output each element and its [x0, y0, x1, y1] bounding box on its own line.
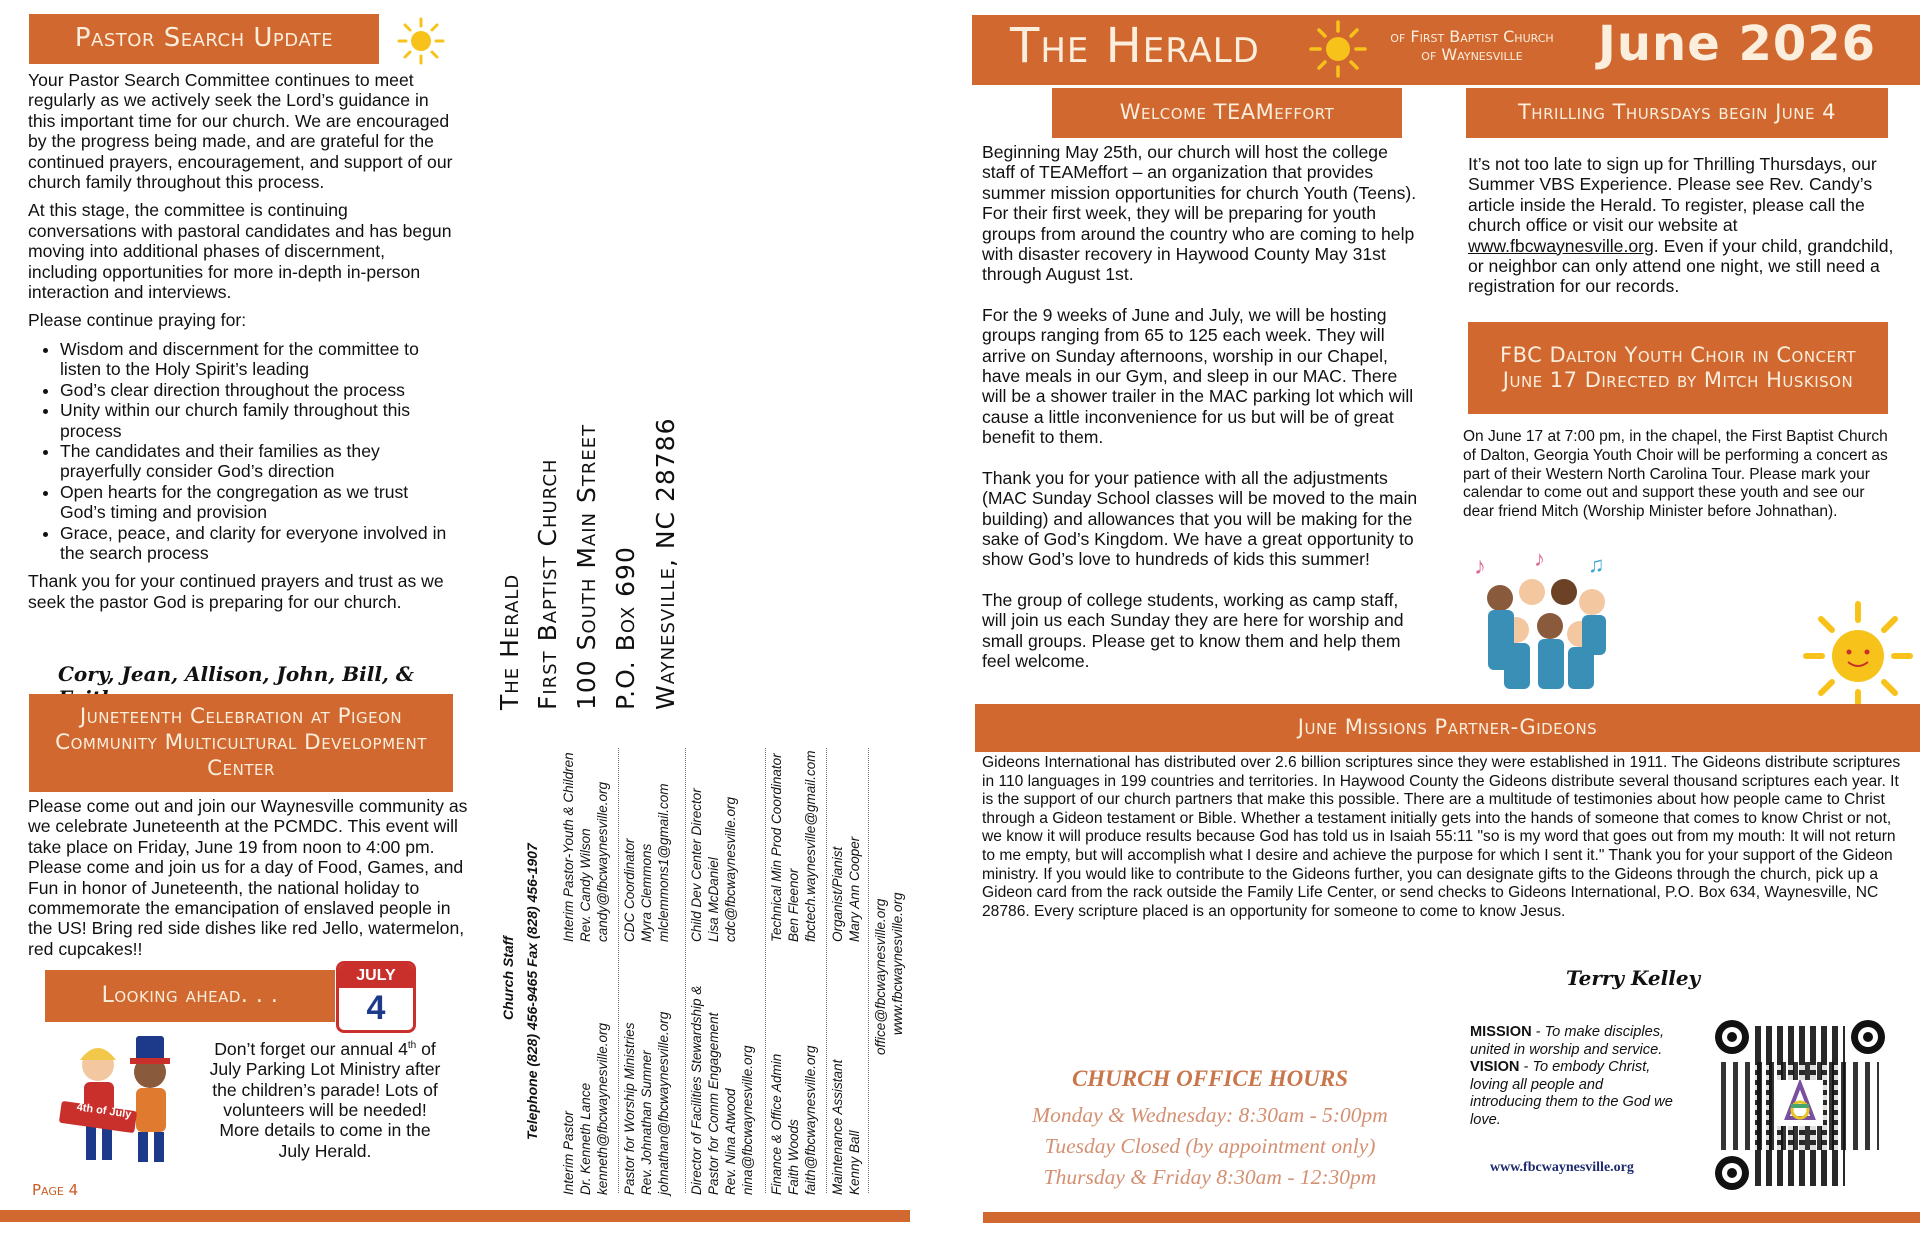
masthead-subtitle: of First Baptist Church of Waynesville [1390, 27, 1554, 64]
sun-icon [1802, 600, 1914, 712]
missions-heading: June Missions Partner-Gideons [975, 704, 1920, 752]
welcome-heading: Welcome TEAMeffort [1052, 88, 1402, 138]
pastor-search-body [28, 70, 456, 620]
mailing-line-5: Waynesville, NC 28786 [651, 417, 680, 710]
pastor-paragraph-1: Your Pastor Search Committee continues to meet regularly as we actively seek the Lord’s guidance in this important time for our church. We are encouraged by the progress being made, and are grateful for the continued prayers, encouragement, and support of our church family throughout this process. [28, 70, 453, 193]
staff-contact: office@fbcwaynesville.org www.fbcwaynesville.org [873, 892, 905, 1055]
footer-website[interactable]: www.fbcwaynesville.org [1490, 1160, 1634, 1175]
welcome-paragraph-4: The group of college students, working as camp staff, will join us each Sunday they are here for worship and small groups. Please get to know them and help them feel welcome. [982, 589, 1404, 671]
masthead-title: The Herald [1010, 18, 1260, 74]
staff-facilities: Director of Facilities Stewardship & Pastor for Comm Engagement Rev. Nina Atwood nina@fbcwaynesville.org [689, 985, 755, 1195]
sun-icon [396, 16, 446, 66]
choir-heading: FBC Dalton Youth Choir in Concert June 17 Directed by Mitch Huskison [1468, 322, 1888, 414]
pastor-search-heading: Pastor Search Update [29, 14, 379, 64]
pastor-paragraph-3: Please continue praying for: [28, 310, 247, 331]
staff-finance: Finance & Office Admin Faith Woods faith@fbcwaynesville.org [769, 1045, 818, 1195]
thursdays-body: It’s not too late to sign up for Thrilling Thursdays, our Summer VBS Experience. Please see Rev. Candy’s article inside the Herald. To register, please call the church office or visit our website at www.fbcwaynesville.org. Even if your child, grandchild, or neighbor can only attend one night, we still need a registration for our records. [1468, 154, 1894, 297]
office-hours-title: CHURCH OFFICE HOURS [1071, 1066, 1349, 1091]
svg-text:♪: ♪ [1474, 553, 1486, 580]
svg-text:♪: ♪ [1534, 546, 1545, 571]
juneteenth-heading: Juneteenth Celebration at Pigeon Community Multicultural Development Center [29, 694, 453, 792]
church-logo-icon [1777, 1080, 1823, 1126]
staff-divider [765, 748, 766, 1193]
masthead-date: June 2026 [1598, 16, 1877, 72]
qr-finder [1851, 1020, 1885, 1054]
staff-cdc-coordinator: CDC Coordinator Myra Clemmons mlclemmons1@gmail.com [622, 783, 671, 942]
phone-fax: Telephone (828) 456-9465 Fax (828) 456-1907 [524, 843, 540, 1140]
welcome-paragraph-2: For the 9 weeks of June and July, we will be hosting groups ranging from 65 to 125 each week. They will arrive on Sunday afternoons, worship in our Chapel, have meals in our Gym, and sleep in our MAC. There will be a shower trailer in the MAC parking lot which will cause a little inconvenience for us but will be of great benefit to them. [982, 304, 1414, 448]
bottom-rule-right [983, 1212, 1920, 1223]
staff-organist: Organist/Pianist Mary Ann Cooper [830, 836, 862, 942]
kids-banner-text: 4th of July [75, 1101, 133, 1121]
mission-label: MISSION [1470, 1024, 1532, 1040]
missions-body: Gideons International has distributed over 2.6 billion scriptures since they were established in 1911. The Gideons distribute scriptures in 110 languages in 199 countries and territories. In Haywood County the Gideons distribute several thousand scriptures each year. It is the support of our church partners that make this possible. There are a multitude of testimonies about how people came to Christ through a Gideon testament or Bible. Whether a testament initially gets into the hands of someone that comes to know Christ or not, we know it will produce results because God has told us in Isaiah 55:11 "so is my word that goes out from my mouth: It will not return to me empty, but will accomplish what I desire and achieve the purpose for which I sent it." Thank you for your support of the Gideon ministry. If you would like to contribute to the Gideons further, you can designate gifts to the Gideons through the church, pick up a Gideon card from the rack outside the Family Life Center, or send checks to Gideons International, P.O. Box 634, Waynesville, NC 28786. Every scripture placed is an opportunity for someone to come to know Jesus. [982, 754, 1901, 920]
mailing-line-2: First Baptist Church [533, 458, 562, 710]
pastor-paragraph-2: At this stage, the committee is continuing conversations with pastoral candidates and has begun moving into additional phases of discernment, including opportunities for more in-depth in-person interaction and interviews. [28, 200, 452, 303]
staff-divider [685, 748, 686, 1193]
staff-divider [868, 748, 869, 1193]
list-item: • The candidates and their families as they prayerfully consider God’s direction [60, 441, 456, 482]
vision-label: VISION [1470, 1059, 1520, 1076]
mailing-line-3: 100 South Main Street [572, 423, 601, 710]
staff-divider [826, 748, 827, 1193]
missions-signature: Terry Kelley [1566, 966, 1701, 990]
mailing-line-4: P.O. Box 690 [611, 546, 640, 710]
mailing-line-1: The Herald [495, 573, 524, 710]
staff-worship: Pastor for Worship Ministries Rev. Johnathan Sumner johnathan@fbcwaynesville.org [622, 1011, 671, 1195]
calendar-month: JULY [339, 964, 413, 988]
website-link[interactable]: www.fbcwaynesville.org [1468, 235, 1654, 256]
qr-finder [1715, 1156, 1749, 1190]
staff-heading: Church Staff [500, 936, 516, 1020]
staff-divider [618, 748, 619, 1193]
welcome-paragraph-1: Beginning May 25th, our church will host the college staff of TEAMeffort – an organization that provides summer mission opportunities for church Youth (Teens). For their first week, they will be preparing for youth groups from around the country who are coming to help with disaster recovery in Haywood County May 31st through August 1st. [982, 142, 1417, 285]
staff-interim-pastor: Interim Pastor Dr. Kenneth Lance kenneth@fbcwaynesville.org [561, 1022, 610, 1195]
choir-illustration [1470, 546, 1620, 696]
list-item: • Open hearts for the congregation as we trust God’s timing and provision [60, 482, 456, 523]
staff-child-dev: Child Dev Center Director Lisa McDaniel cdc@fbcwaynesville.org [689, 788, 738, 942]
bottom-rule-left [0, 1210, 910, 1222]
committee-signature: Cory, Jean, Allison, John, Bill, & [58, 662, 414, 686]
calendar-day: 4 [366, 989, 386, 1027]
office-hours-list: Monday & Wednesday: 8:30am - 5:00pm Tuesday Closed (by appointment only) Thursday & Friday 8:30am - 12:30pm [1032, 1103, 1388, 1189]
juneteenth-body: Please come out and join our Waynesville community as we celebrate Juneteenth at the PCMDC. This event will take place on Friday, June 19 from noon to 4:00 pm. Please come and join us for a day of Food, Games, and Fun in honor of Juneteenth, the national holiday to commemorate the emancipation of enslaved people in the US! Bring red side dishes like red Jello, watermelon, red cupcakes!! [28, 796, 468, 959]
list-item: • God’s clear direction throughout the process [60, 380, 456, 400]
pastor-paragraph-4: Thank you for your continued prayers and trust as we seek the pastor God is preparing for our church. [28, 571, 444, 612]
staff-youth-children: Interim Pastor-Youth & Children Rev. Candy Wilson candy@fbcwaynesville.org [561, 752, 610, 942]
svg-text:♫: ♫ [1588, 552, 1605, 577]
looking-ahead-body: Don’t forget our annual 4th of July Parking Lot Ministry after the children’s parade! Lots of volunteers will be needed! More details to come in the July Herald. [209, 1038, 441, 1161]
staff-maintenance: Maintenance Assistant Kenny Ball [830, 1059, 862, 1195]
qr-finder [1715, 1020, 1749, 1054]
staff-technical: Technical Min Prod Coordinator Ben Fleenor fbctech.waynesville@gmail.com [769, 750, 818, 942]
sun-icon [1308, 19, 1368, 79]
welcome-body [982, 142, 1422, 679]
thursdays-heading: Thrilling Thursdays begin June 4 [1466, 88, 1888, 138]
list-item: • Unity within our church family throughout this process [60, 400, 456, 441]
mission-vision: MISSION - To make disciples, united in worship and service. VISION - To embody Christ, loving all people and introducing them to the God we love. [1470, 1024, 1673, 1128]
qr-code[interactable] [1715, 1020, 1885, 1190]
welcome-paragraph-3: Thank you for your patience with all the adjustments (MAC Sunday School classes will be moved to the main building) and allowances that you will be making for the sake of God’s Kingdom. We have a great opportunity to show God’s love to hundreds of kids this summer! [982, 467, 1418, 570]
list-item: • Wisdom and discernment for the committee to listen to the Holy Spirit’s leading [60, 339, 456, 380]
prayer-list [28, 339, 456, 563]
choir-body: On June 17 at 7:00 pm, in the chapel, the First Baptist Church of Dalton, Georgia Youth Choir will be performing a concert as part of their Western North Carolina Tour. Please mark your calendar to come out and support these youth and see our dear friend Mitch (Worship Minister before Johnathan). [1463, 428, 1888, 521]
list-item: • Grace, peace, and clarity for everyone involved in the search process [60, 523, 456, 564]
page-number: Page 4 [32, 1181, 79, 1199]
looking-ahead-heading: Looking ahead. . . [45, 970, 335, 1022]
calendar-icon [336, 961, 416, 1033]
